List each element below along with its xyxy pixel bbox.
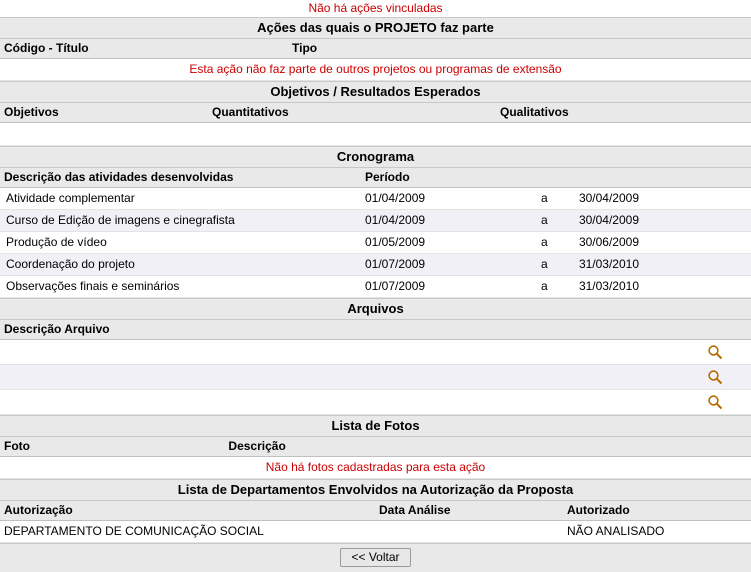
table-row — [0, 276, 751, 298]
table-row — [0, 340, 751, 365]
atividade-fim: 31/03/2010 — [575, 254, 751, 276]
footer-bar — [0, 543, 751, 572]
arquivo-descricao — [0, 340, 703, 365]
date-separator: a — [537, 276, 575, 298]
table-acoes — [0, 39, 751, 81]
section-title-cronograma: Cronograma — [0, 146, 751, 168]
atividade-fim: 30/06/2009 — [575, 232, 751, 254]
atividade-inicio: 01/07/2009 — [361, 276, 537, 298]
magnifier-icon[interactable] — [707, 394, 723, 410]
table-arquivos — [0, 320, 751, 415]
column-header-data-analise: Data Análise — [375, 501, 563, 521]
table-row — [0, 123, 751, 146]
column-header-autorizado: Autorizado — [563, 501, 751, 521]
column-header-descricao-atividades: Descrição das atividades desenvolvidas — [0, 168, 361, 188]
back-button[interactable]: << Voltar — [340, 548, 410, 567]
departamento-autorizacao: DEPARTAMENTO DE COMUNICAÇÃO SOCIAL — [0, 521, 375, 543]
atividade-fim: 30/04/2009 — [575, 188, 751, 210]
qualitativo-cell — [496, 123, 751, 146]
section-title-fotos: Lista de Fotos — [0, 415, 751, 437]
table-cronograma — [0, 168, 751, 298]
section-title-acoes: Ações das quais o PROJETO faz parte — [0, 17, 751, 39]
date-separator: a — [537, 210, 575, 232]
table-header-row — [0, 103, 751, 123]
atividade-inicio: 01/07/2009 — [361, 254, 537, 276]
magnifier-icon[interactable] — [707, 369, 723, 385]
table-row — [0, 390, 751, 415]
arquivo-descricao — [0, 390, 703, 415]
table-header-row — [0, 501, 751, 521]
column-header-descricao: Descrição — [224, 437, 751, 457]
magnifier-icon[interactable] — [707, 344, 723, 360]
date-separator: a — [537, 254, 575, 276]
atividade-descricao: Observações finais e seminários — [0, 276, 361, 298]
column-header-autorizacao: Autorização — [0, 501, 375, 521]
table-header-row — [0, 320, 751, 340]
section-title-objetivos: Objetivos / Resultados Esperados — [0, 81, 751, 103]
atividade-descricao: Atividade complementar — [0, 188, 361, 210]
arquivo-action-cell — [703, 390, 751, 415]
column-header-objetivos: Objetivos — [0, 103, 208, 123]
objetivo-cell — [0, 123, 208, 146]
arquivo-action-cell — [703, 365, 751, 390]
section-title-departamentos: Lista de Departamentos Envolvidos na Autorização da Proposta — [0, 479, 751, 501]
table-row — [0, 232, 751, 254]
departamento-autorizado: NÃO ANALISADO — [563, 521, 751, 543]
table-departamentos — [0, 501, 751, 543]
atividade-descricao: Curso de Edição de imagens e cinegrafista — [0, 210, 361, 232]
column-header-descricao-arquivo: Descrição Arquivo — [0, 320, 751, 340]
table-header-row — [0, 168, 751, 188]
date-separator: a — [537, 232, 575, 254]
table-fotos — [0, 437, 751, 479]
column-header-qualitativos: Qualitativos — [496, 103, 751, 123]
departamento-data-analise — [375, 521, 563, 543]
atividade-descricao: Coordenação do projeto — [0, 254, 361, 276]
no-linked-actions-notice: Não há ações vinculadas — [308, 1, 443, 15]
atividade-descricao: Produção de vídeo — [0, 232, 361, 254]
section-title-arquivos: Arquivos — [0, 298, 751, 320]
arquivo-descricao — [0, 365, 703, 390]
column-header-tipo: Tipo — [288, 39, 751, 59]
atividade-fim: 31/03/2010 — [575, 276, 751, 298]
column-header-foto: Foto — [0, 437, 224, 457]
atividade-inicio: 01/05/2009 — [361, 232, 537, 254]
table-message-row — [0, 457, 751, 479]
atividade-inicio: 01/04/2009 — [361, 188, 537, 210]
quantitativo-cell — [208, 123, 496, 146]
table-row — [0, 521, 751, 543]
table-message-row — [0, 59, 751, 81]
table-header-row — [0, 437, 751, 457]
atividade-inicio: 01/04/2009 — [361, 210, 537, 232]
table-objetivos — [0, 103, 751, 146]
column-header-periodo: Período — [361, 168, 751, 188]
fotos-empty-message: Não há fotos cadastradas para esta ação — [0, 457, 751, 479]
table-row — [0, 365, 751, 390]
table-row — [0, 210, 751, 232]
arquivo-action-cell — [703, 340, 751, 365]
table-row — [0, 254, 751, 276]
table-header-row — [0, 39, 751, 59]
column-header-quantitativos: Quantitativos — [208, 103, 496, 123]
acoes-empty-message: Esta ação não faz parte de outros projetos ou programas de extensão — [0, 59, 751, 81]
atividade-fim: 30/04/2009 — [575, 210, 751, 232]
date-separator: a — [537, 188, 575, 210]
column-header-codigo-titulo: Código - Título — [0, 39, 288, 59]
table-row — [0, 188, 751, 210]
